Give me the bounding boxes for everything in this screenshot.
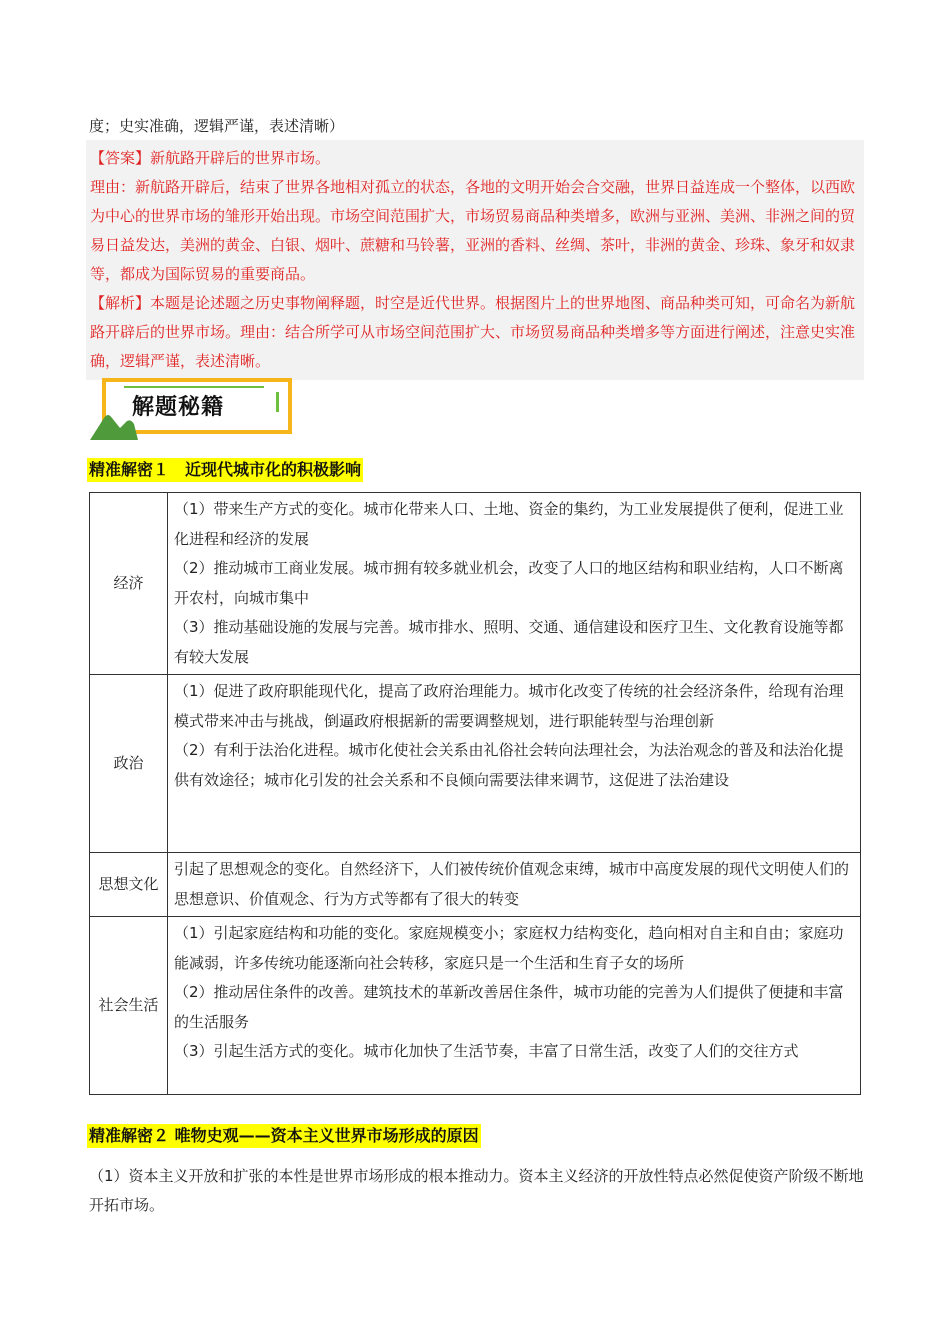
row-line: （3）推动基础设施的发展与完善。城市排水、照明、交通、通信建设和医疗卫生、文化教育设施等都有较大发展 bbox=[174, 618, 844, 666]
answer-text: 新航路开辟后的世界市场。 bbox=[150, 149, 331, 167]
row-category: 社会生活 bbox=[90, 917, 168, 1095]
section2-heading: 精准解密２ 唯物史观——资本主义世界市场形成的原因 bbox=[87, 1124, 481, 1148]
analysis-line bbox=[90, 289, 864, 376]
intro-line: 度；史实准确，逻辑严谨，表述清晰） bbox=[89, 117, 345, 135]
tips-banner bbox=[90, 378, 296, 440]
banner-accent-bar bbox=[276, 392, 279, 412]
row-category: 经济 bbox=[90, 493, 168, 675]
banner-accent-line bbox=[124, 386, 264, 388]
analysis-tag: 【解析】 bbox=[90, 294, 151, 312]
row-line: （1）带来生产方式的变化。城市化带来人口、土地、资金的集约，为工业发展提供了便利，促进工业化进程和经济的发展 bbox=[174, 500, 844, 548]
row-content bbox=[168, 853, 861, 917]
section2-paragraph: （1）资本主义开放和扩张的本性是世界市场形成的根本推动力。资本主义经济的开放性特点必然促使资产阶级不断地开拓市场。 bbox=[89, 1167, 864, 1214]
row-category: 思想文化 bbox=[90, 853, 168, 917]
row-content bbox=[168, 675, 861, 853]
analysis-text: 本题是论述题之历史事物阐释题，时空是近代世界。根据图片上的世界地图、商品种类可知，可命名为新航路开辟后的世界市场。理由：结合所学可从市场空间范围扩大、市场贸易商品种类增多等方面进行阐述，注意史实准确，逻辑严谨，表述清晰。 bbox=[90, 294, 856, 370]
row-line: （1）促进了政府职能现代化，提高了政府治理能力。城市化改变了传统的社会经济条件，给现有治理模式带来冲击与挑战，倒逼政府根据新的需要调整规划，进行职能转型与治理创新 bbox=[174, 682, 844, 730]
row-content bbox=[168, 493, 861, 675]
row-line: 引起了思想观念的变化。自然经济下，人们被传统价值观念束缚，城市中高度发展的现代文明使人们的思想意识、价值观念、行为方式等都有了很大的转变 bbox=[174, 860, 850, 908]
table-row bbox=[90, 853, 861, 917]
section1-heading: 精准解密１ 近现代城市化的积极影响 bbox=[87, 458, 363, 482]
row-content bbox=[168, 917, 861, 1095]
table-row bbox=[90, 493, 861, 675]
row-category: 政治 bbox=[90, 675, 168, 853]
table-row bbox=[90, 917, 861, 1095]
banner-title: 解题秘籍 bbox=[132, 395, 225, 420]
answer-line bbox=[90, 144, 864, 173]
row-line: （2）有利于法治化进程。城市化使社会关系由礼俗社会转向法理社会，为法治观念的普及和法治化提供有效途径；城市化引发的社会关系和不良倾向需要法律来调节，这促进了法治建设 bbox=[174, 741, 844, 789]
row-line: （1）引起家庭结构和功能的变化。家庭规模变小；家庭权力结构变化，趋向相对自主和自由；家庭功能减弱，许多传统功能逐渐向社会转移，家庭只是一个生活和生育子女的场所 bbox=[174, 924, 844, 972]
row-line: （3）引起生活方式的变化。城市化加快了生活节奏，丰富了日常生活，改变了人们的交往方式 bbox=[174, 1042, 799, 1060]
row-line: （2）推动城市工商业发展。城市拥有较多就业机会，改变了人口的地区结构和职业结构，人口不断离开农村，向城市集中 bbox=[174, 559, 844, 607]
answer-box bbox=[86, 140, 864, 380]
mountain-icon bbox=[90, 408, 138, 440]
table-row bbox=[90, 675, 861, 853]
answer-reason: 理由：新航路开辟后，结束了世界各地相对孤立的状态，各地的文明开始会合交融，世界日益连成一个整体，以西欧为中心的世界市场的雏形开始出现。市场空间范围扩大，市场贸易商品种类增多，欧洲与亚洲、美洲、非洲之间的贸易日益发达，美洲的黄金、白银、烟叶、蔗糖和马铃薯，亚洲的香料、丝绸、茶叶，非洲的黄金、珍珠、象牙和奴隶等，都成为国际贸易的重要商品。 bbox=[90, 178, 856, 283]
answer-tag: 【答案】 bbox=[90, 149, 151, 167]
row-line: （2）推动居住条件的改善。建筑技术的革新改善居住条件，城市功能的完善为人们提供了便捷和丰富的生活服务 bbox=[174, 983, 844, 1031]
urbanization-table bbox=[89, 492, 861, 1095]
